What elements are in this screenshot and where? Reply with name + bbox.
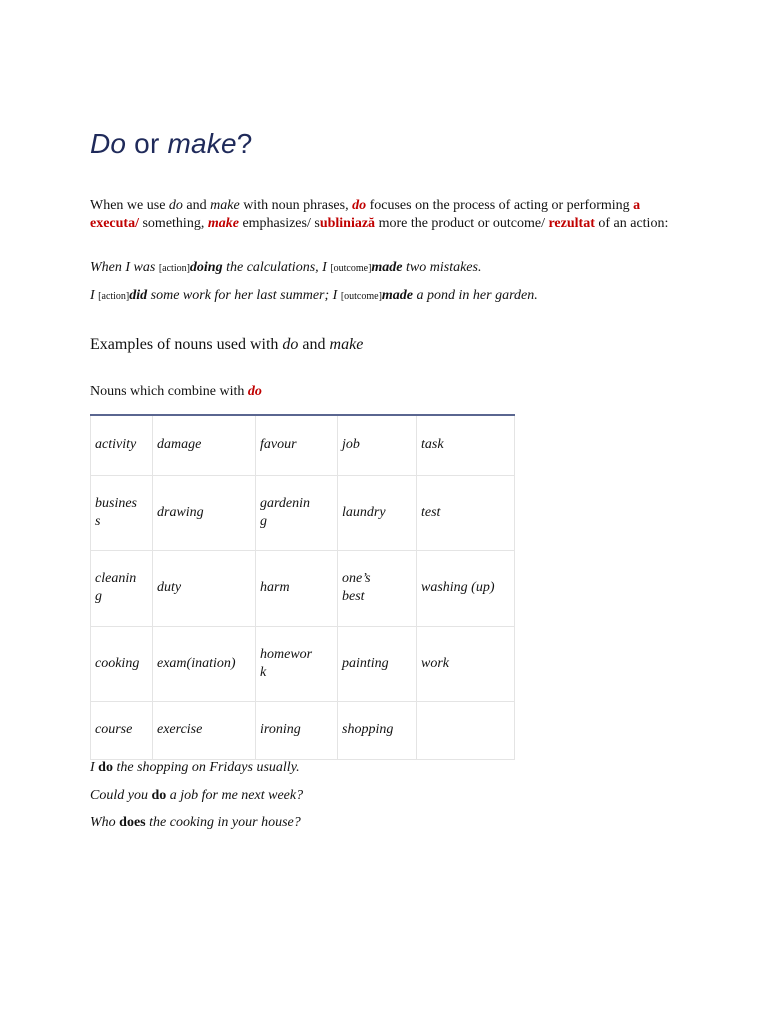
table-row [91, 550, 515, 626]
intro-text: more the product or outcome/ [375, 216, 549, 231]
example-text: some work for her last summer; I [147, 288, 341, 303]
example-text: When I was [90, 260, 159, 275]
section-heading-do: do [282, 336, 299, 353]
sentence-text: the cooking in your house? [145, 815, 301, 830]
table-row [91, 415, 515, 475]
section-heading-make: make [329, 336, 364, 353]
table-cell: activity [91, 415, 153, 475]
table-cell: favour [256, 415, 338, 475]
sentence-text: a job for me next week? [166, 788, 304, 803]
intro-text: focuses on the process of acting or performing [366, 198, 634, 213]
table-cell: homewor k [256, 626, 338, 701]
table-cell [417, 701, 515, 759]
do-nouns-heading-text: Nouns which combine with [90, 384, 248, 399]
table-cell: test [417, 475, 515, 550]
intro-text: something, [138, 216, 208, 231]
table-row [91, 475, 515, 550]
table-cell: washing (up) [417, 550, 515, 626]
sentence-text: Could you [90, 788, 152, 803]
title-do: Do [90, 128, 127, 159]
table-cell: job [338, 415, 417, 475]
table-cell: gardenin g [256, 475, 338, 550]
table-cell: busines s [91, 475, 153, 550]
section-heading [90, 336, 363, 354]
example-verb: made [381, 288, 414, 303]
sentence-verb: does [119, 815, 146, 830]
usage-sentence [90, 760, 300, 776]
usage-sentence [90, 815, 301, 831]
table-cell: cleanin g [91, 550, 153, 626]
section-heading-text: Examples of nouns used with [90, 336, 283, 353]
table-cell: cooking [91, 626, 153, 701]
table-cell: one’s best [338, 550, 417, 626]
intro-make-highlight: make [207, 216, 239, 231]
intro-paragraph [90, 197, 680, 233]
action-tag: [action] [158, 263, 190, 274]
example-text: I [90, 288, 99, 303]
page-title [90, 128, 253, 160]
title-make: make [167, 128, 237, 159]
usage-sentence [90, 788, 303, 804]
intro-romanian-gloss: a executa/ [90, 198, 641, 231]
example-sentence-1 [90, 260, 481, 276]
section-heading-text: and [298, 336, 330, 353]
table-cell: duty [153, 550, 256, 626]
title-or: or [126, 128, 168, 159]
table-cell: drawing [153, 475, 256, 550]
table-cell: painting [338, 626, 417, 701]
intro-romanian-gloss: ubliniază [319, 216, 376, 231]
intro-text: emphasizes/ s [238, 216, 320, 231]
outcome-tag: [outcome] [330, 263, 372, 274]
intro-romanian-gloss: rezultat [548, 216, 595, 231]
example-text: the calculations, I [222, 260, 331, 275]
intro-do: do [168, 198, 183, 213]
sentence-text: the shopping on Fridays usually. [112, 760, 300, 775]
table-cell: course [91, 701, 153, 759]
do-nouns-heading-do: do [247, 384, 262, 399]
table-cell: task [417, 415, 515, 475]
intro-make: make [210, 198, 240, 213]
example-text: a pond in her garden. [413, 288, 538, 303]
example-text: two mistakes. [402, 260, 482, 275]
do-nouns-heading [90, 384, 262, 400]
table-cell: ironing [256, 701, 338, 759]
example-verb: doing [189, 260, 223, 275]
table-cell: exam(ination) [153, 626, 256, 701]
table-cell: work [417, 626, 515, 701]
intro-text: and [182, 198, 211, 213]
sentence-verb: do [98, 760, 113, 775]
sentence-text: Who [90, 815, 120, 830]
example-verb: did [129, 288, 148, 303]
table-cell: damage [153, 415, 256, 475]
sentence-verb: do [151, 788, 167, 803]
table-row [91, 701, 515, 759]
intro-text: with noun phrases, [239, 198, 353, 213]
example-sentence-2 [90, 288, 538, 304]
intro-text: When we use [90, 198, 169, 213]
outcome-tag: [outcome] [340, 291, 382, 302]
sentence-text: I [90, 760, 99, 775]
table-cell: exercise [153, 701, 256, 759]
intro-do-highlight: do [352, 198, 367, 213]
title-question-mark: ? [236, 128, 253, 159]
table-cell: harm [256, 550, 338, 626]
do-nouns-table [90, 414, 515, 760]
table-cell: laundry [338, 475, 417, 550]
table-cell: shopping [338, 701, 417, 759]
example-verb: made [371, 260, 403, 275]
intro-text: of an action: [594, 216, 669, 231]
table-row [91, 626, 515, 701]
action-tag: [action] [98, 291, 130, 302]
